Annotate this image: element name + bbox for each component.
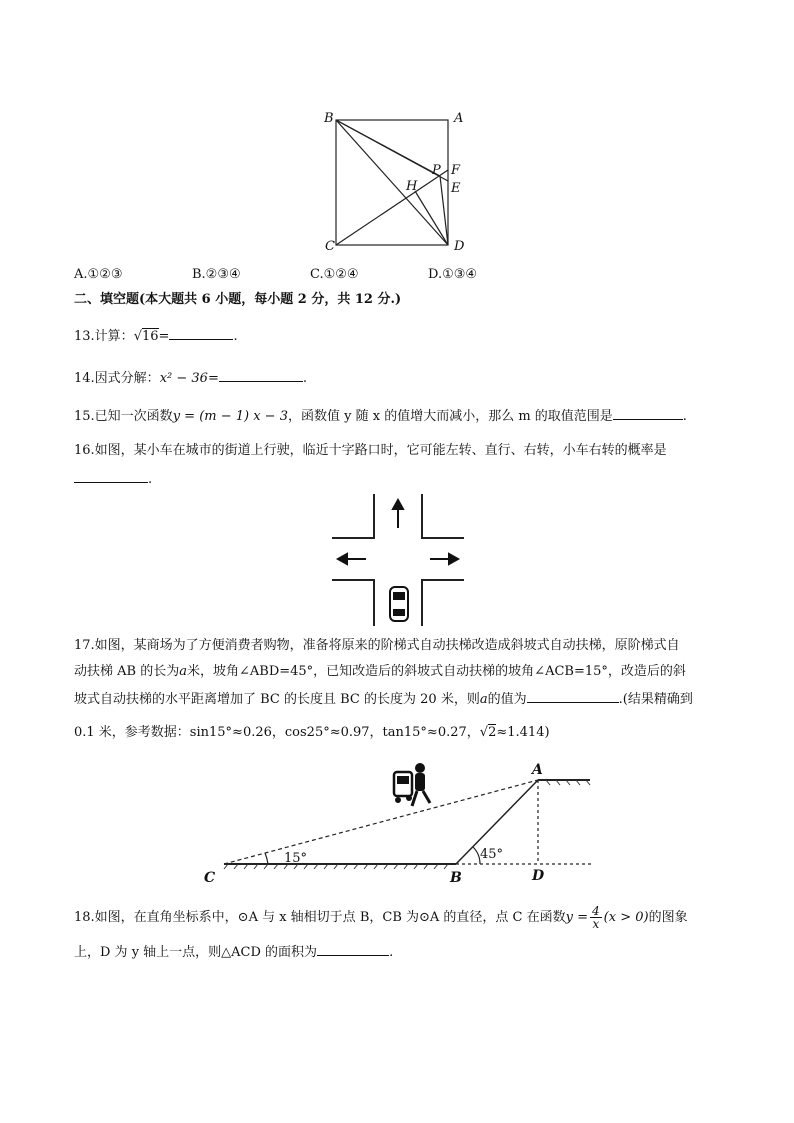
escalator-figure <box>198 756 598 888</box>
section2-heading: 二、填空题(本大题共 6 小题，每小题 2 分，共 12 分.) <box>74 292 402 307</box>
question-17-line1: 17.如图，某商场为了方便消费者购物，准备将原来的阶梯式自动扶梯改造成斜坡式自动扶梯，原阶梯式自 <box>74 638 680 653</box>
q15-answer-blank[interactable] <box>613 405 683 420</box>
label-H: H <box>406 179 418 194</box>
angle-45-arc <box>473 847 480 864</box>
fraction-4-over-x: $\frac{4}{x}$ <box>592 904 600 931</box>
arrow-straight-head <box>393 500 403 509</box>
label-C: C <box>325 239 335 254</box>
label-B: B <box>450 870 462 886</box>
sqrt-symbol: √ <box>133 329 142 344</box>
label-A: A <box>532 762 543 778</box>
question-18-line2: 上，D 为 y 轴上一点，则△ACD 的面积为 . <box>74 941 393 963</box>
intersection-figure <box>330 492 466 628</box>
q18-answer-blank[interactable] <box>317 941 389 956</box>
label-D: D <box>454 239 465 254</box>
label-A: A <box>454 111 464 126</box>
road-edge-top-left <box>332 494 374 538</box>
question-15: 15.已知一次函数y = (m − 1) x − 3，函数值 y 随 x 的值增大而减小，那么 m 的取值范围是 . <box>74 405 687 427</box>
q13-answer-blank[interactable] <box>169 325 233 340</box>
q14-answer-blank[interactable] <box>219 367 303 382</box>
question-13: 13.计算：√16= . <box>74 325 238 347</box>
angle-15-arc <box>265 853 268 864</box>
option-a[interactable]: A.①②③ <box>74 267 123 282</box>
option-b[interactable]: B.②③④ <box>192 267 241 282</box>
question-17-line3: 坡式自动扶梯的水平距离增加了 BC 的长度且 BC 的长度为 20 米，则a的值为 .(结果精确到 <box>74 688 693 710</box>
question-16-answer-line: . <box>74 468 152 490</box>
question-18-line1: 18.如图，在直角坐标系中，⊙A 与 x 轴相切于点 B，CB 为⊙A 的直径，点 C 在函数y = $\frac{4}{x}$ (x > 0)的图象 <box>74 904 688 931</box>
option-c[interactable]: C.①②④ <box>310 267 359 282</box>
label-E: E <box>451 181 461 196</box>
arrow-left-head <box>338 554 347 564</box>
square-figure <box>320 104 480 254</box>
q12-options <box>74 265 546 285</box>
label-P: P <box>432 163 441 178</box>
label-C: C <box>204 870 216 886</box>
road-edge-top-right <box>422 494 464 538</box>
label-B: B <box>324 111 334 126</box>
diagonal-bd <box>336 120 448 245</box>
line-b-p <box>336 120 440 176</box>
label-F: F <box>451 163 461 178</box>
q16-answer-blank[interactable] <box>74 468 148 483</box>
q17-answer-blank[interactable] <box>527 688 619 703</box>
car-icon <box>390 587 408 621</box>
arrow-right-head <box>449 554 458 564</box>
road-edge-bottom-right <box>422 580 464 626</box>
line-c-f <box>336 170 448 245</box>
option-d[interactable]: D.①③④ <box>428 267 478 282</box>
angle-15-label: 15° <box>284 851 308 866</box>
angle-45-label: 45° <box>480 847 504 862</box>
question-17-line2: 动扶梯 AB 的长为a米，坡角∠ABD=45°，已知改造后的斜坡式自动扶梯的坡角∠ACB=15°，改造后的斜 <box>74 664 686 679</box>
label-D: D <box>532 868 545 884</box>
question-14: 14.因式分解：x² − 36= . <box>74 367 307 389</box>
road-edge-bottom-left <box>332 580 374 626</box>
question-16: 16.如图，某小车在城市的街道上行驶，临近十字路口时，它可能左转、直行、右转，小车右转的概率是 <box>74 443 667 458</box>
question-17-line4: 0.1 米，参考数据：sin15°≈0.26，cos25°≈0.97，tan15°≈0.27，√2≈1.414) <box>74 725 550 740</box>
shopper-icon <box>394 763 430 806</box>
